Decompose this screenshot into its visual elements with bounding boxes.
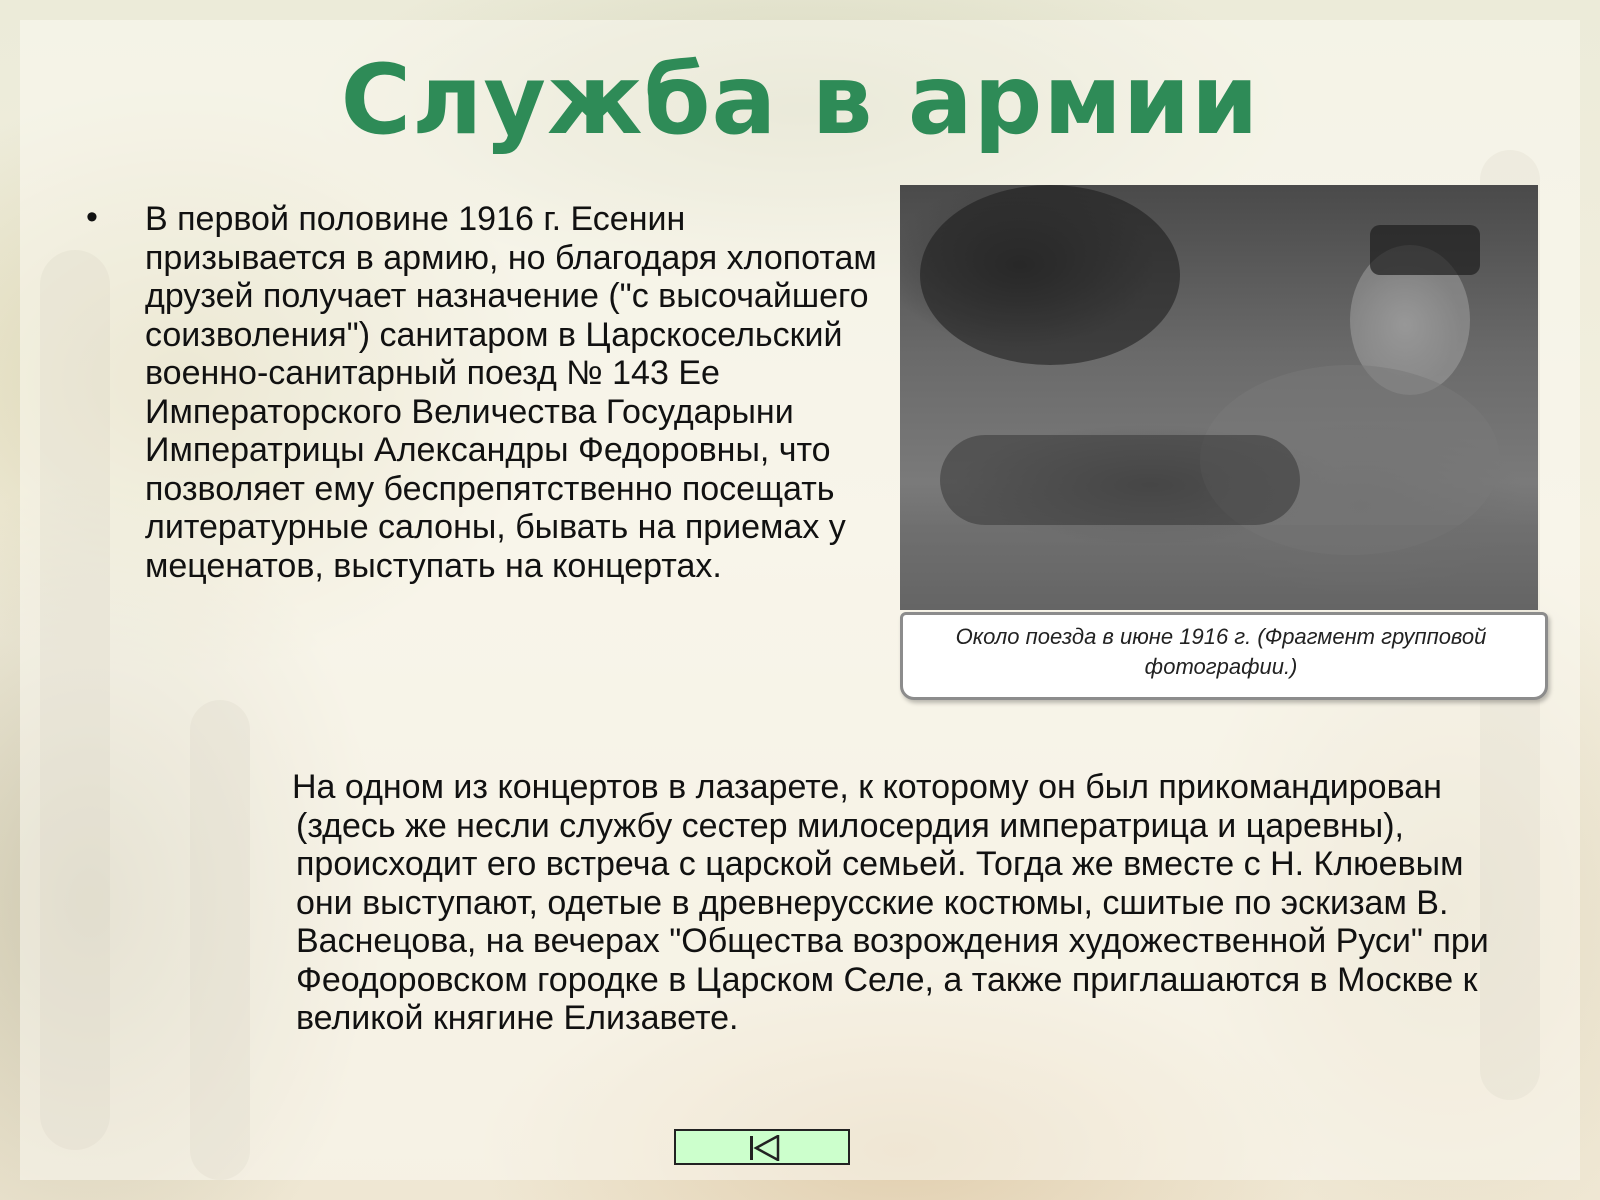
photo-figure [920, 185, 1180, 365]
body-paragraph: На одном из концертов в лазарете, к которому он был прикомандирован (здесь же несли службу сестер милосердия императрица и царевны), происходит его встреча с царской семьей. Тогда же вместе с Н. Клюевым они выступают, одетые в древнерусские костюмы, сшитые по эскизам В. Васнецова, на вечерах "Общества возрождения художественной Руси" при Феодоровском городке в Царском Селе, а также приглашаются в Москве к великой княгине Елизавете. [292, 768, 1489, 1037]
photo-figure [940, 435, 1300, 525]
bullet-paragraph: В первой половине 1916 г. Есенин призывается в армию, но благодаря хлопотам друзей получает назначение ("с высочайшего соизволения") санитаром в Царскосельский военно-санитарный поезд № 143 Ее Императорского Величества Государыни Императрицы Александры Федоровны, что позволяет ему беспрепятственно посещать литературные салоны, бывать на приемах у меценатов, выступать на концертах. [145, 200, 877, 585]
historical-photo [900, 185, 1538, 610]
slide-title: Служба в армии [340, 44, 1260, 156]
photo-caption: Около поезда в июне 1916 г. (Фрагмент групповой фотографии.) [955, 624, 1487, 679]
first-slide-button[interactable] [674, 1129, 850, 1165]
bullet-marker: • [86, 198, 98, 236]
photo-figure [1370, 225, 1480, 275]
skip-to-start-icon [748, 1135, 780, 1161]
photo-figure [900, 525, 1538, 610]
